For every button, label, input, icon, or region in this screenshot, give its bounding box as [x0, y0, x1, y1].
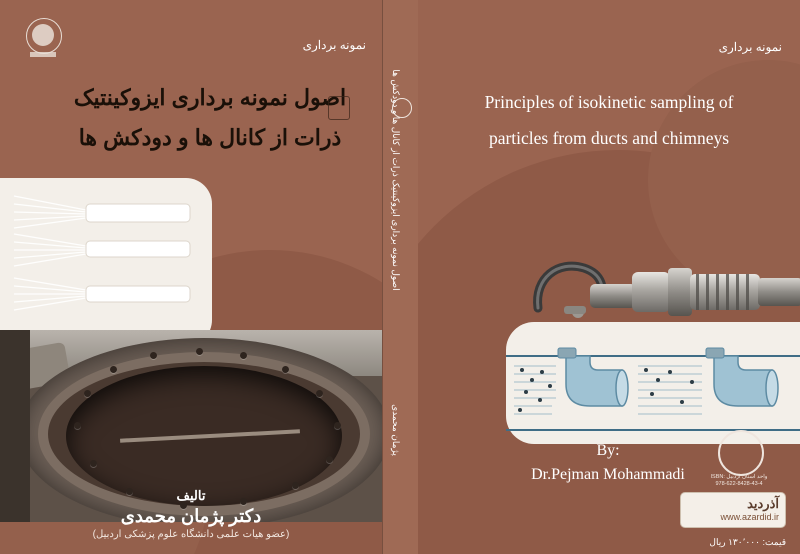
- book-spine: [382, 0, 420, 554]
- publisher-website: www.azardid.ir: [720, 512, 779, 522]
- publisher-emblem-icon: [22, 14, 64, 62]
- nozzle-diagram-svg: [0, 178, 212, 346]
- title-seal-icon: [328, 96, 350, 120]
- nozzle-diagram-panel: [0, 178, 212, 346]
- sampling-probe-photo: [528, 238, 800, 334]
- author-name-en: Dr.Pejman Mohammadi: [531, 466, 685, 483]
- author-label-fa: تالیف: [176, 488, 206, 503]
- title-fa-line2: ذرات از کانال ها و دودکش ها: [78, 125, 342, 150]
- back-cover-author-block: [0, 488, 382, 540]
- by-label: By:: [596, 442, 620, 459]
- author-affiliation-fa: (عضو هیات علمی دانشگاه علوم پزشکی اردبیل): [92, 529, 290, 540]
- price-label: قیمت: ۱۳۰٬۰۰۰ ریال: [709, 537, 786, 547]
- publisher-name: آذردید: [747, 496, 779, 511]
- front-cover-title-fa: [60, 78, 360, 158]
- author-name-fa: دکتر پژمان محمدی: [120, 506, 262, 526]
- title-en-line2: particles from ducts and chimneys: [488, 128, 730, 148]
- spine-author-text: پژمان محمدی: [391, 404, 401, 456]
- jahad-daneshgahi-logo: [708, 430, 770, 492]
- spine-title-text: اصول نمونه برداری ایزوکینتیک ذرات از کانال ها و دودکش ها: [391, 69, 401, 291]
- front-cover-title-en: [436, 84, 782, 156]
- title-fa-line1: اصول نمونه برداری ایزوکینتیک: [73, 85, 347, 110]
- front-cover-panel: [418, 0, 800, 554]
- back-cover-top-label: نمونه برداری: [302, 38, 366, 52]
- publisher-logo-box: [680, 492, 786, 528]
- jahad-logo-caption: واحد استان اردبیل ISBN: 978-622-8428-43-4: [710, 474, 768, 487]
- front-cover-top-label: نمونه برداری: [718, 40, 782, 54]
- pipe-flow-diagram-svg: [506, 322, 800, 444]
- pipe-flow-diagram-panel: [506, 322, 800, 444]
- title-en-line1: Principles of isokinetic sampling of: [484, 92, 734, 112]
